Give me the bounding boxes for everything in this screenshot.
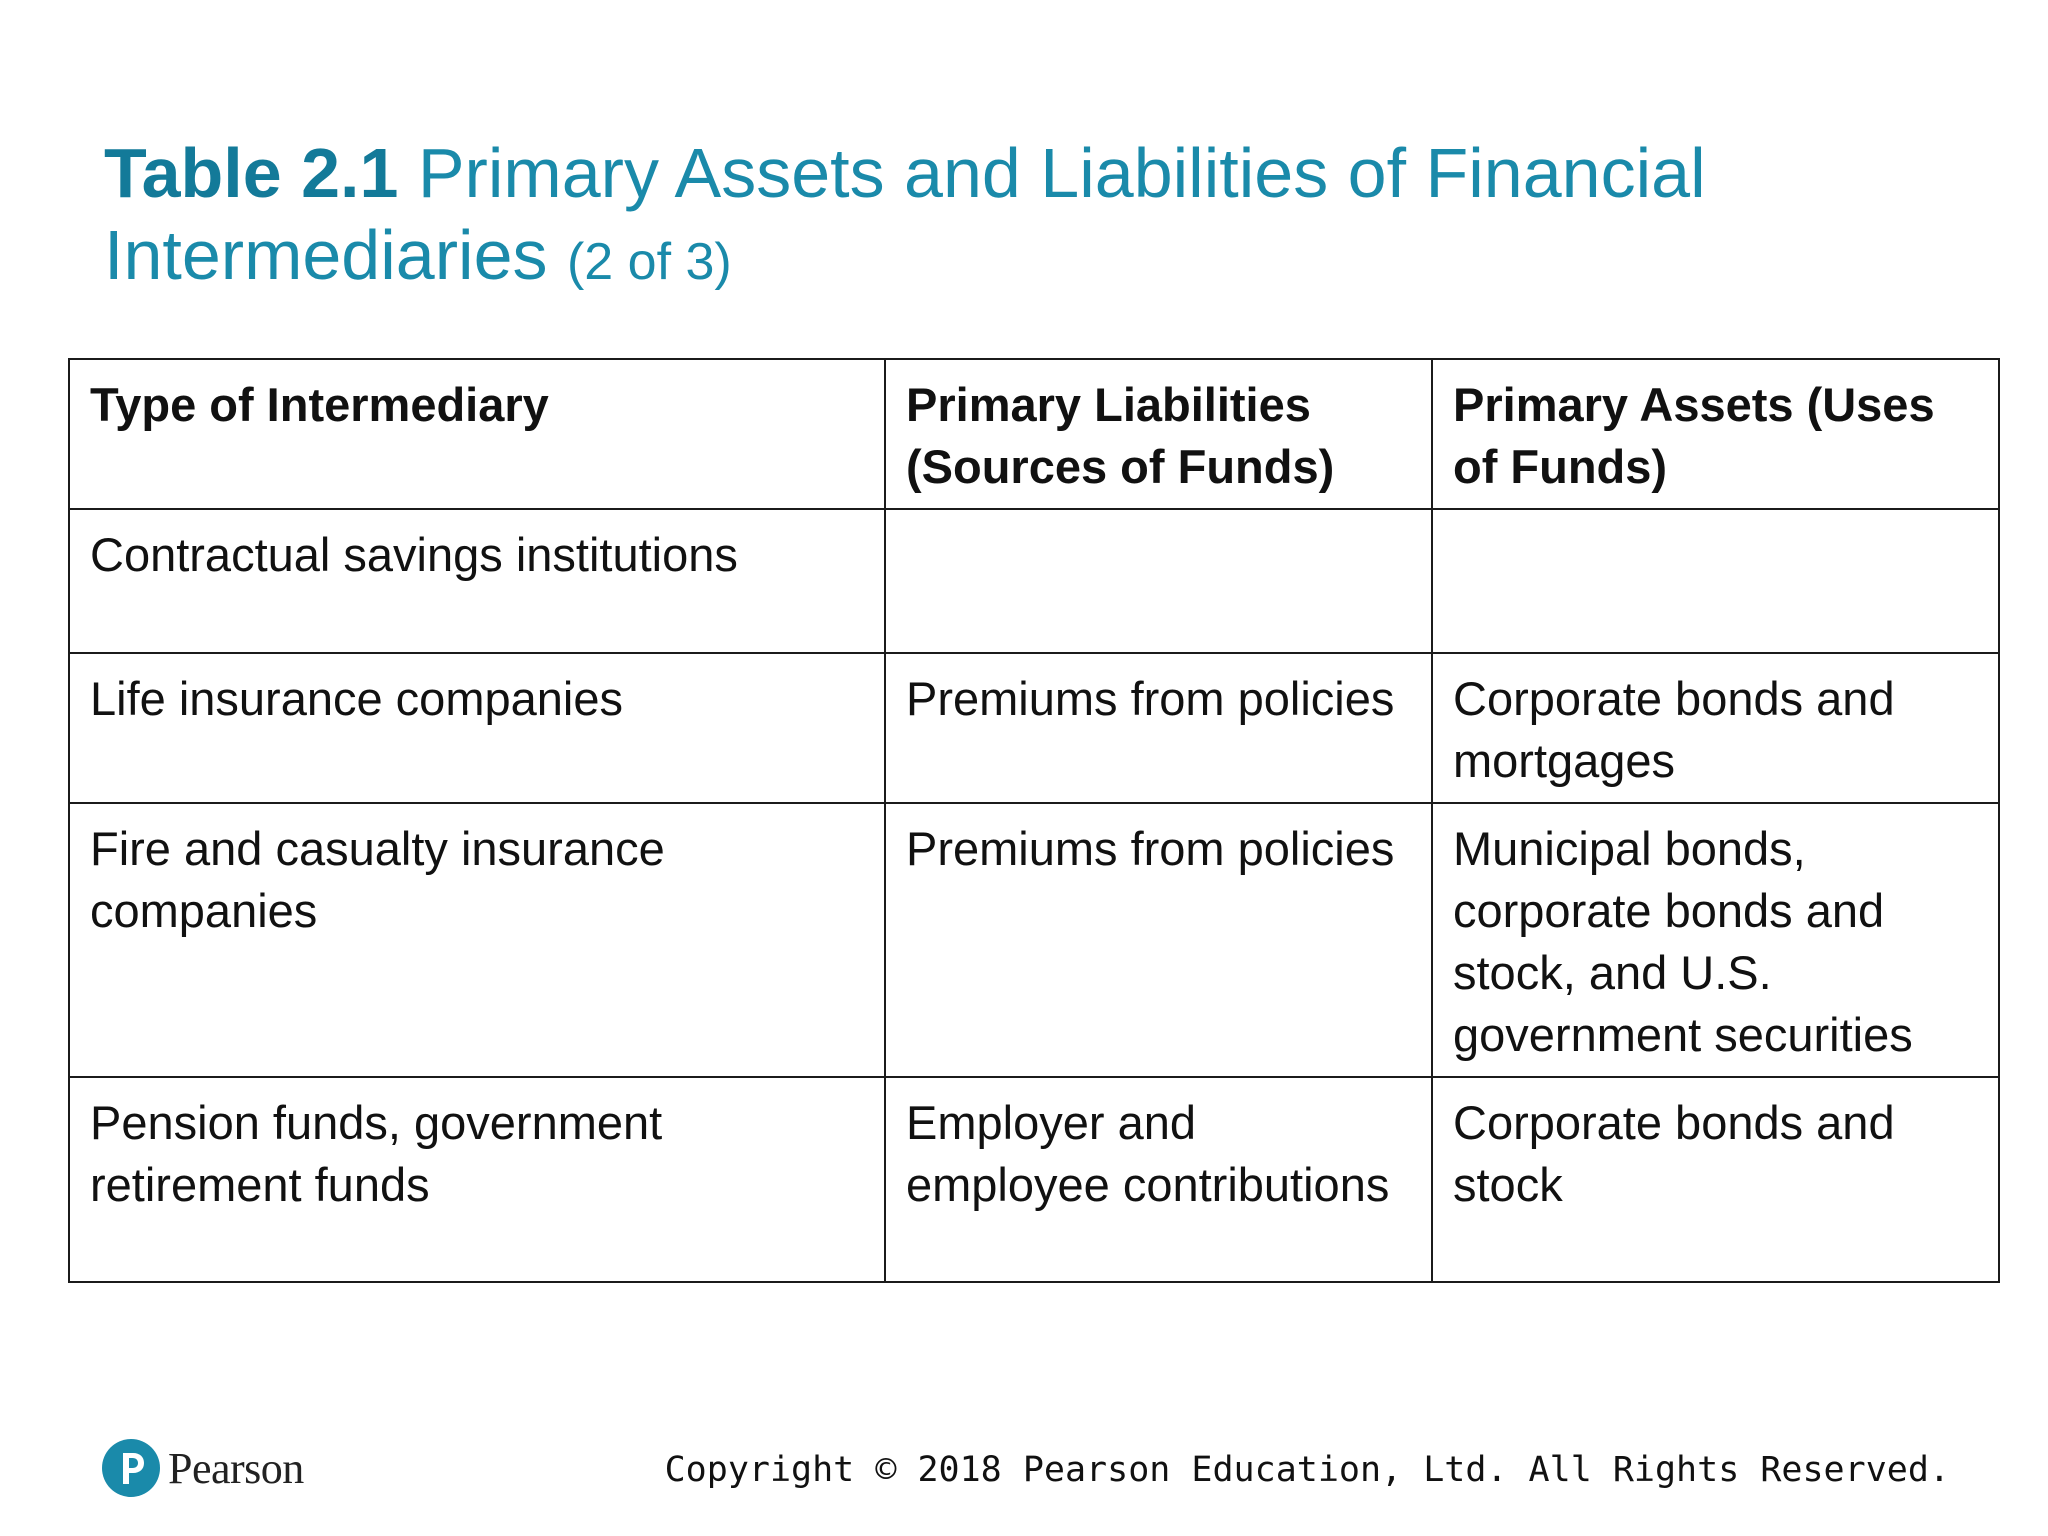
table-row — [69, 803, 1999, 1077]
section-liabilities-cell — [885, 509, 1432, 653]
section-assets-cell — [1432, 509, 1999, 653]
cell-liabilities: Premiums from policies — [885, 803, 1432, 1077]
header-assets: Primary Assets (Uses of Funds) — [1432, 359, 1999, 509]
pearson-logo-icon — [102, 1439, 160, 1497]
section-label: Contractual savings institutions — [69, 509, 885, 653]
cell-type: Life insurance companies — [69, 653, 885, 803]
cell-type: Fire and casualty insurance companies — [69, 803, 885, 1077]
pearson-logo — [102, 1435, 304, 1501]
copyright-notice: Copyright © 2018 Pearson Education, Ltd. All Rights Reserved. — [664, 1450, 1950, 1490]
cell-liabilities: Employer and employee contributions — [885, 1077, 1432, 1282]
table-row — [69, 1077, 1999, 1282]
cell-liabilities: Premiums from policies — [885, 653, 1432, 803]
table-row — [69, 653, 1999, 803]
table-number: Table 2.1 — [104, 134, 399, 212]
pearson-logo-text: Pearson — [168, 1443, 304, 1493]
cell-assets: Corporate bonds and stock — [1432, 1077, 1999, 1282]
table-section-row — [69, 509, 1999, 653]
table-header-row — [69, 359, 1999, 509]
header-type: Type of Intermediary — [69, 359, 885, 509]
intermediaries-table — [68, 358, 2000, 1283]
header-liabilities: Primary Liabilities (Sources of Funds) — [885, 359, 1432, 509]
cell-type: Pension funds, government retirement funds — [69, 1077, 885, 1282]
slide-title — [104, 132, 1864, 303]
cell-assets: Corporate bonds and mortgages — [1432, 653, 1999, 803]
table-part-indicator: (2 of 3) — [566, 233, 732, 291]
cell-assets: Municipal bonds, corporate bonds and stock, and U.S. government securities — [1432, 803, 1999, 1077]
table-title-text: Primary Assets and Liabilities of Financial Intermediaries — [104, 134, 1706, 294]
